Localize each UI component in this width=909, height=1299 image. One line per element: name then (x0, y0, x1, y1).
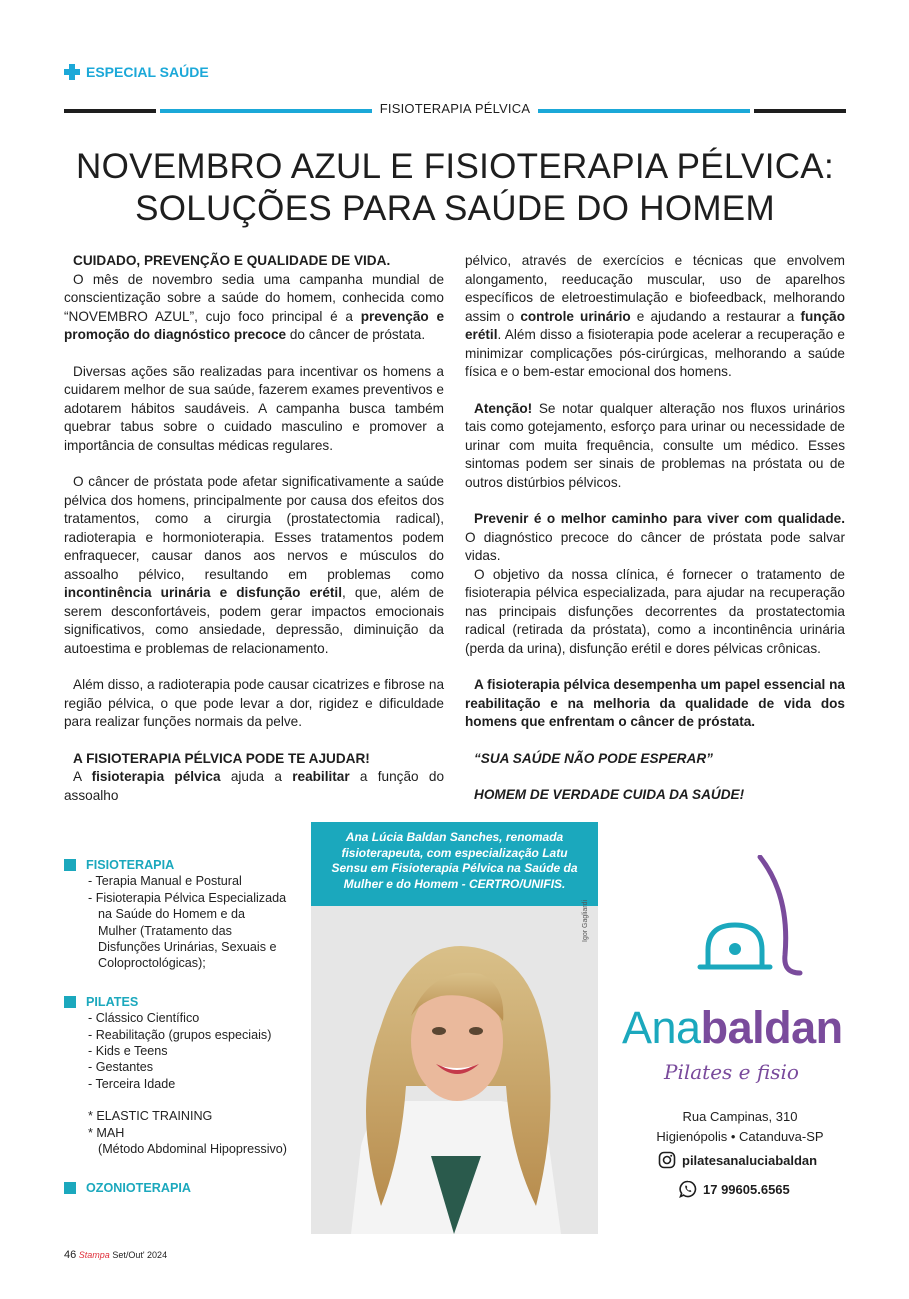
square-bullet-icon (64, 1182, 76, 1194)
pilates-reformer-logo-icon (690, 855, 820, 980)
plus-icon (64, 64, 80, 80)
left-p4: Além disso, a radioterapia pode causar cicatrizes e fibrose na região pélvica, o que pode levar a dor, rigidez e dificuldade para realizar funções normais da pelve. (64, 677, 445, 729)
headline-line-2: SOLUÇÕES PARA SAÚDE DO HOMEM (135, 189, 775, 228)
page-number: 46 (64, 1249, 77, 1261)
service-heading-fisioterapia: FISIOTERAPIA (64, 857, 304, 873)
service-heading-ozonioterapia: OZONIOTERAPIA (64, 1180, 304, 1196)
left-p1: O mês de novembro sedia uma campanha mundial de conscientização sobre a saúde do homem, conhecida como “NOVEMBRO AZUL”, cujo foco principal é a prevenção e promoção do diagnóstico precoce do câncer de próstata. (64, 271, 445, 342)
service-item: * MAH (88, 1125, 125, 1140)
service-item: - Terceira Idade (88, 1076, 176, 1091)
whatsapp-contact[interactable] (679, 1180, 790, 1198)
photo-caption: Ana Lúcia Baldan Sanches, renomada fisioterapeuta, com especialização Latu Sensu em Fisioterapia Pélvica na Saúde da Mulher e do Homem - CERTRO/UNIFIS. (311, 822, 598, 906)
left-p3: O câncer de próstata pode afetar significativamente a saúde pélvica dos homens, principalmente por causa dos efeitos dos tratamentos, como a cirurgia (prostatectomia radical), radioterapia e hormonioterapia. Esses tratamentos podem enfraquecer, causar danos aos nervos e músculos do assoalho pélvico, resultando em problemas como incontinência urinária e disfunção erétil, que, além de serem desconfortáveis, podem gerar impactos emocionais significativos, como ansiedade, depressão, diminuição da autoestima e problemas de relacionamento. (64, 474, 444, 656)
right-slogan: HOMEM DE VERDADE CUIDA DA SAÚDE! (474, 787, 745, 802)
instagram-contact[interactable] (658, 1151, 817, 1169)
service-item: - Reabilitação (grupos especiais) (88, 1027, 272, 1042)
portrait-illustration (311, 906, 598, 1234)
left-p5-heading: A FISIOTERAPIA PÉLVICA PODE TE AJUDAR! (73, 750, 370, 766)
right-p3: Prevenir é o melhor caminho para viver com qualidade. O diagnóstico precoce do câncer de próstata pode salvar vidas. (465, 511, 845, 563)
service-item: Mulher (Tratamento das (98, 923, 232, 938)
service-item: Disfunções Urinárias, Sexuais e (98, 940, 277, 955)
rule-left-black (64, 109, 156, 113)
service-item: - Gestantes (88, 1060, 154, 1075)
instagram-handle: pilatesanaluciabaldan (682, 1152, 818, 1168)
issue-date: Set/Out' 2024 (112, 1250, 168, 1260)
portrait-photo (311, 906, 598, 1234)
page-footer (64, 1249, 167, 1261)
section-tag (64, 64, 209, 80)
right-column (465, 252, 845, 805)
left-p1-heading: CUIDADO, PREVENÇÃO E QUALIDADE DE VIDA. (73, 253, 391, 268)
service-item: na Saúde do Homem e da (98, 907, 246, 922)
photo-credit: Igor Gagliardi (582, 899, 589, 942)
whatsapp-number: 17 99605.6565 (703, 1181, 790, 1197)
right-p1: pélvico, através de exercícios e técnicas que envolvem alongamento, reeducação muscular, uso de aparelhos específicos de eletroestimulação e biofeedback, melhorando assim o controle urinário e ajudando a restaurar a função erétil. Além disso a fisioterapia pode acelerar a recuperação e minimizar complicações pós-cirúrgicas, melhorando a saúde física e o bem-estar emocional dos homens. (465, 253, 845, 379)
brand-tagline: Pilates e fisio (664, 1060, 799, 1084)
address-city: Higienópolis • Catanduva-SP (656, 1128, 824, 1144)
headline (60, 146, 850, 230)
address-street: Rua Campinas, 310 (682, 1109, 798, 1124)
brand-wordmark: Anabaldan (622, 1002, 843, 1053)
left-p2: Diversas ações são realizadas para incentivar os homens a cuidarem melhor de sua saúde, fazerem exames preventivos e adotarem hábitos saudáveis. A campanha busca também quebrar tabus sobre o cuidado masculino e promover a importância de consultas médicas regulares. (64, 363, 444, 453)
service-item: - Fisioterapia Pélvica Especializada (88, 890, 287, 905)
service-heading-pilates: PILATES (64, 994, 304, 1010)
whatsapp-icon (679, 1180, 697, 1198)
instagram-icon (658, 1151, 676, 1169)
rubric-label: FISIOTERAPIA PÉLVICA (372, 101, 538, 116)
square-bullet-icon (64, 996, 76, 1008)
headline-line-1: NOVEMBRO AZUL E FISIOTERAPIA PÉLVICA: (76, 147, 834, 186)
right-p4: O objetivo da nossa clínica, é fornecer o tratamento de fisioterapia pélvica especializada, para ajudar na recuperação nas principais disfunções decorrentes da prostatectomia radical (retirada da próstata), como a incontinência urinária (perda da urina), disfunção erétil e dores pélvicas crônicas. (465, 566, 845, 656)
services-list (64, 857, 304, 1196)
left-column (64, 252, 444, 805)
rule-right-black (754, 109, 846, 113)
service-item: - Clássico Científico (88, 1011, 200, 1026)
square-bullet-icon (64, 859, 76, 871)
clinic-address (620, 1107, 860, 1146)
left-p5: A fisioterapia pélvica ajuda a reabilitar a função do assoalho (64, 769, 445, 803)
service-item: Coloproctológicas); (98, 956, 206, 971)
right-p5: A fisioterapia pélvica desempenha um papel essencial na reabilitação e na melhoria da qualidade de vida dos homens que enfrentam o câncer de próstata. (465, 677, 845, 729)
right-quote: “SUA SAÚDE NÃO PODE ESPERAR” (474, 750, 713, 766)
section-label: ESPECIAL SAÚDE (86, 64, 209, 80)
service-item: (Método Abdominal Hipopressivo) (98, 1142, 287, 1157)
service-item: - Terapia Manual e Postural (88, 874, 242, 889)
magazine-name: Stampa (78, 1250, 110, 1260)
service-item: - Kids e Teens (88, 1044, 168, 1059)
right-p2: Atenção! Se notar qualquer alteração nos fluxos urinários tais como gotejamento, esforço para urinar ou necessidade de urinar com muita frequência, consulte um médico. Esses sintomas podem ser sinais de problemas na próstata ou de outros distúrbios pélvicos. (465, 400, 845, 490)
service-item: * ELASTIC TRAINING (88, 1109, 213, 1124)
